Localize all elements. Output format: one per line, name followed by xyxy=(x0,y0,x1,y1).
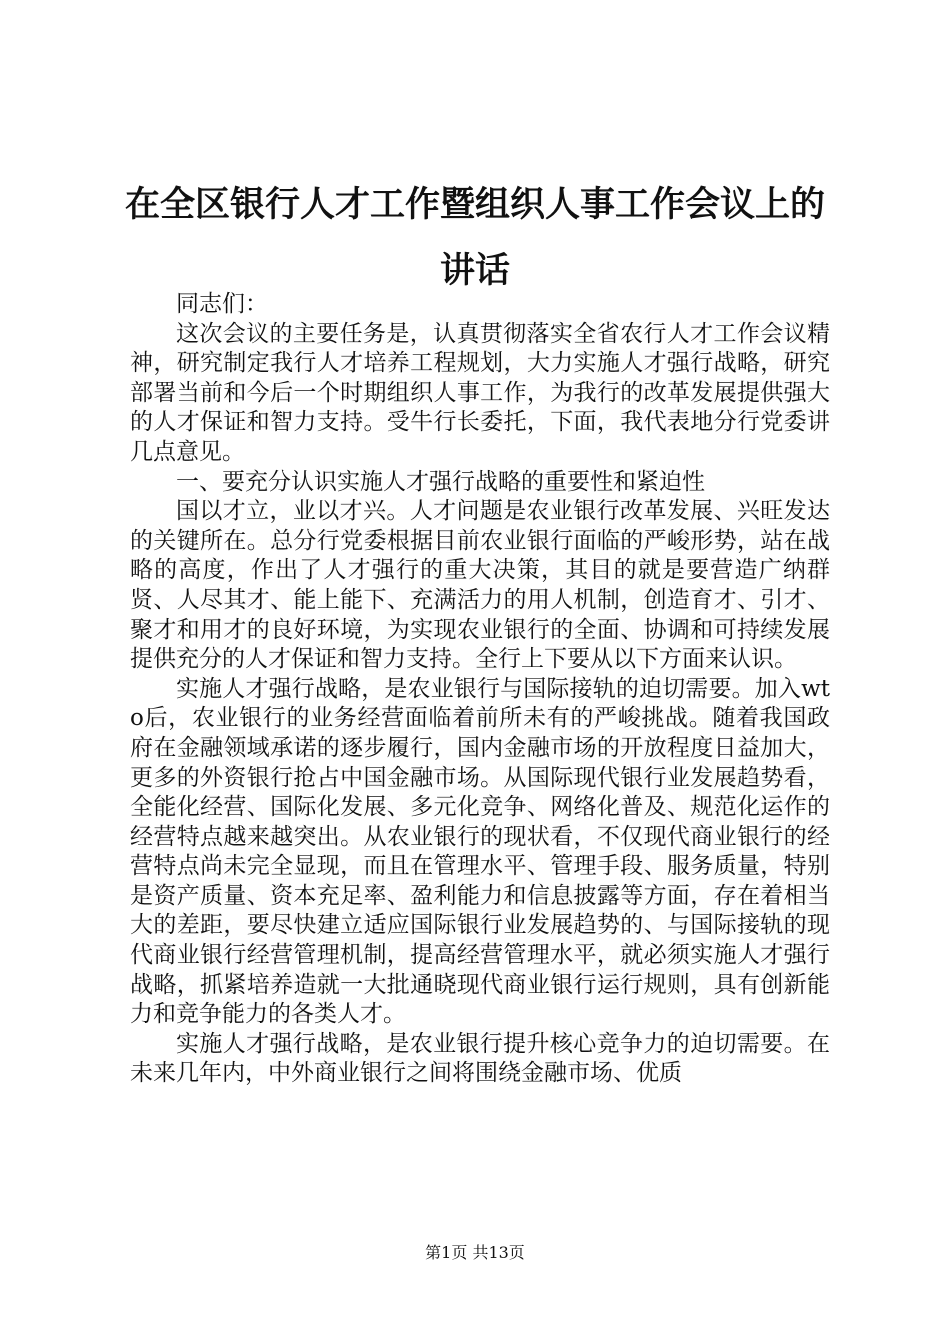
body-paragraph: 实施人才强行战略，是农业银行与国际接轨的迫切需要。加入wto后，农业银行的业务经营面临着前所未有的严峻挑战。随着我国政府在金融领域承诺的逐步履行，国内金融市场的开放程度日益加大，更多的外资银行抢占中国金融市场。从国际现代银行业发展趋势看，全能化经营、国际化发展、多元化竞争、网络化普及、规范化运作的经营特点越来越突出。从农业银行的现状看，不仅现代商业银行的经营特点尚未完全显现，而且在管理水平、管理手段、服务质量，特别是资产质量、资本充足率、盈利能力和信息披露等方面，存在着相当大的差距，要尽快建立适应国际银行业发展趋势的、与国际接轨的现代商业银行经营管理机制，提高经营管理水平，就必须实施人才强行战略，抓紧培养造就一大批通晓现代商业银行运行规则，具有创新能力和竞争能力的各类人才。 xyxy=(130,675,830,1028)
body-paragraph: 实施人才强行战略，是农业银行提升核心竞争力的迫切需要。在未来几年内，中外商业银行之间将围绕金融市场、优质 xyxy=(130,1030,830,1087)
body-paragraph: 国以才立，业以才兴。人才问题是农业银行改革发展、兴旺发达的关键所在。总分行党委根据目前农业银行面临的严峻形势，站在战略的高度，作出了人才强行的重大决策，其目的就是要营造广纳群贤、人尽其才、能上能下、充满活力的用人机制，创造育才、引才、聚才和用才的良好环境，为实现农业银行的全面、协调和可持续发展提供充分的人才保证和智力支持。全行上下要从以下方面来认识。 xyxy=(130,498,830,673)
salutation: 同志们： xyxy=(176,291,268,317)
document-body xyxy=(130,290,830,1089)
page-number-footer: 第1页 共13页 xyxy=(425,1243,525,1262)
title-line-1: 在全区银行人才工作暨组织人事工作会议上的 xyxy=(124,185,825,225)
title-line-2: 讲话 xyxy=(439,251,510,291)
document-title xyxy=(100,172,850,304)
body-paragraph-intro: 这次会议的主要任务是，认真贯彻落实全省农行人才工作会议精神，研究制定我行人才培养工程规划，大力实施人才强行战略，研究部署当前和今后一个时期组织人事工作，为我行的改革发展提供强大的人才保证和智力支持。受牛行长委托，下面，我代表地分行党委讲几点意见。 xyxy=(130,320,830,465)
section-heading: 一、要充分认识实施人才强行战略的重要性和紧迫性 xyxy=(176,468,705,495)
